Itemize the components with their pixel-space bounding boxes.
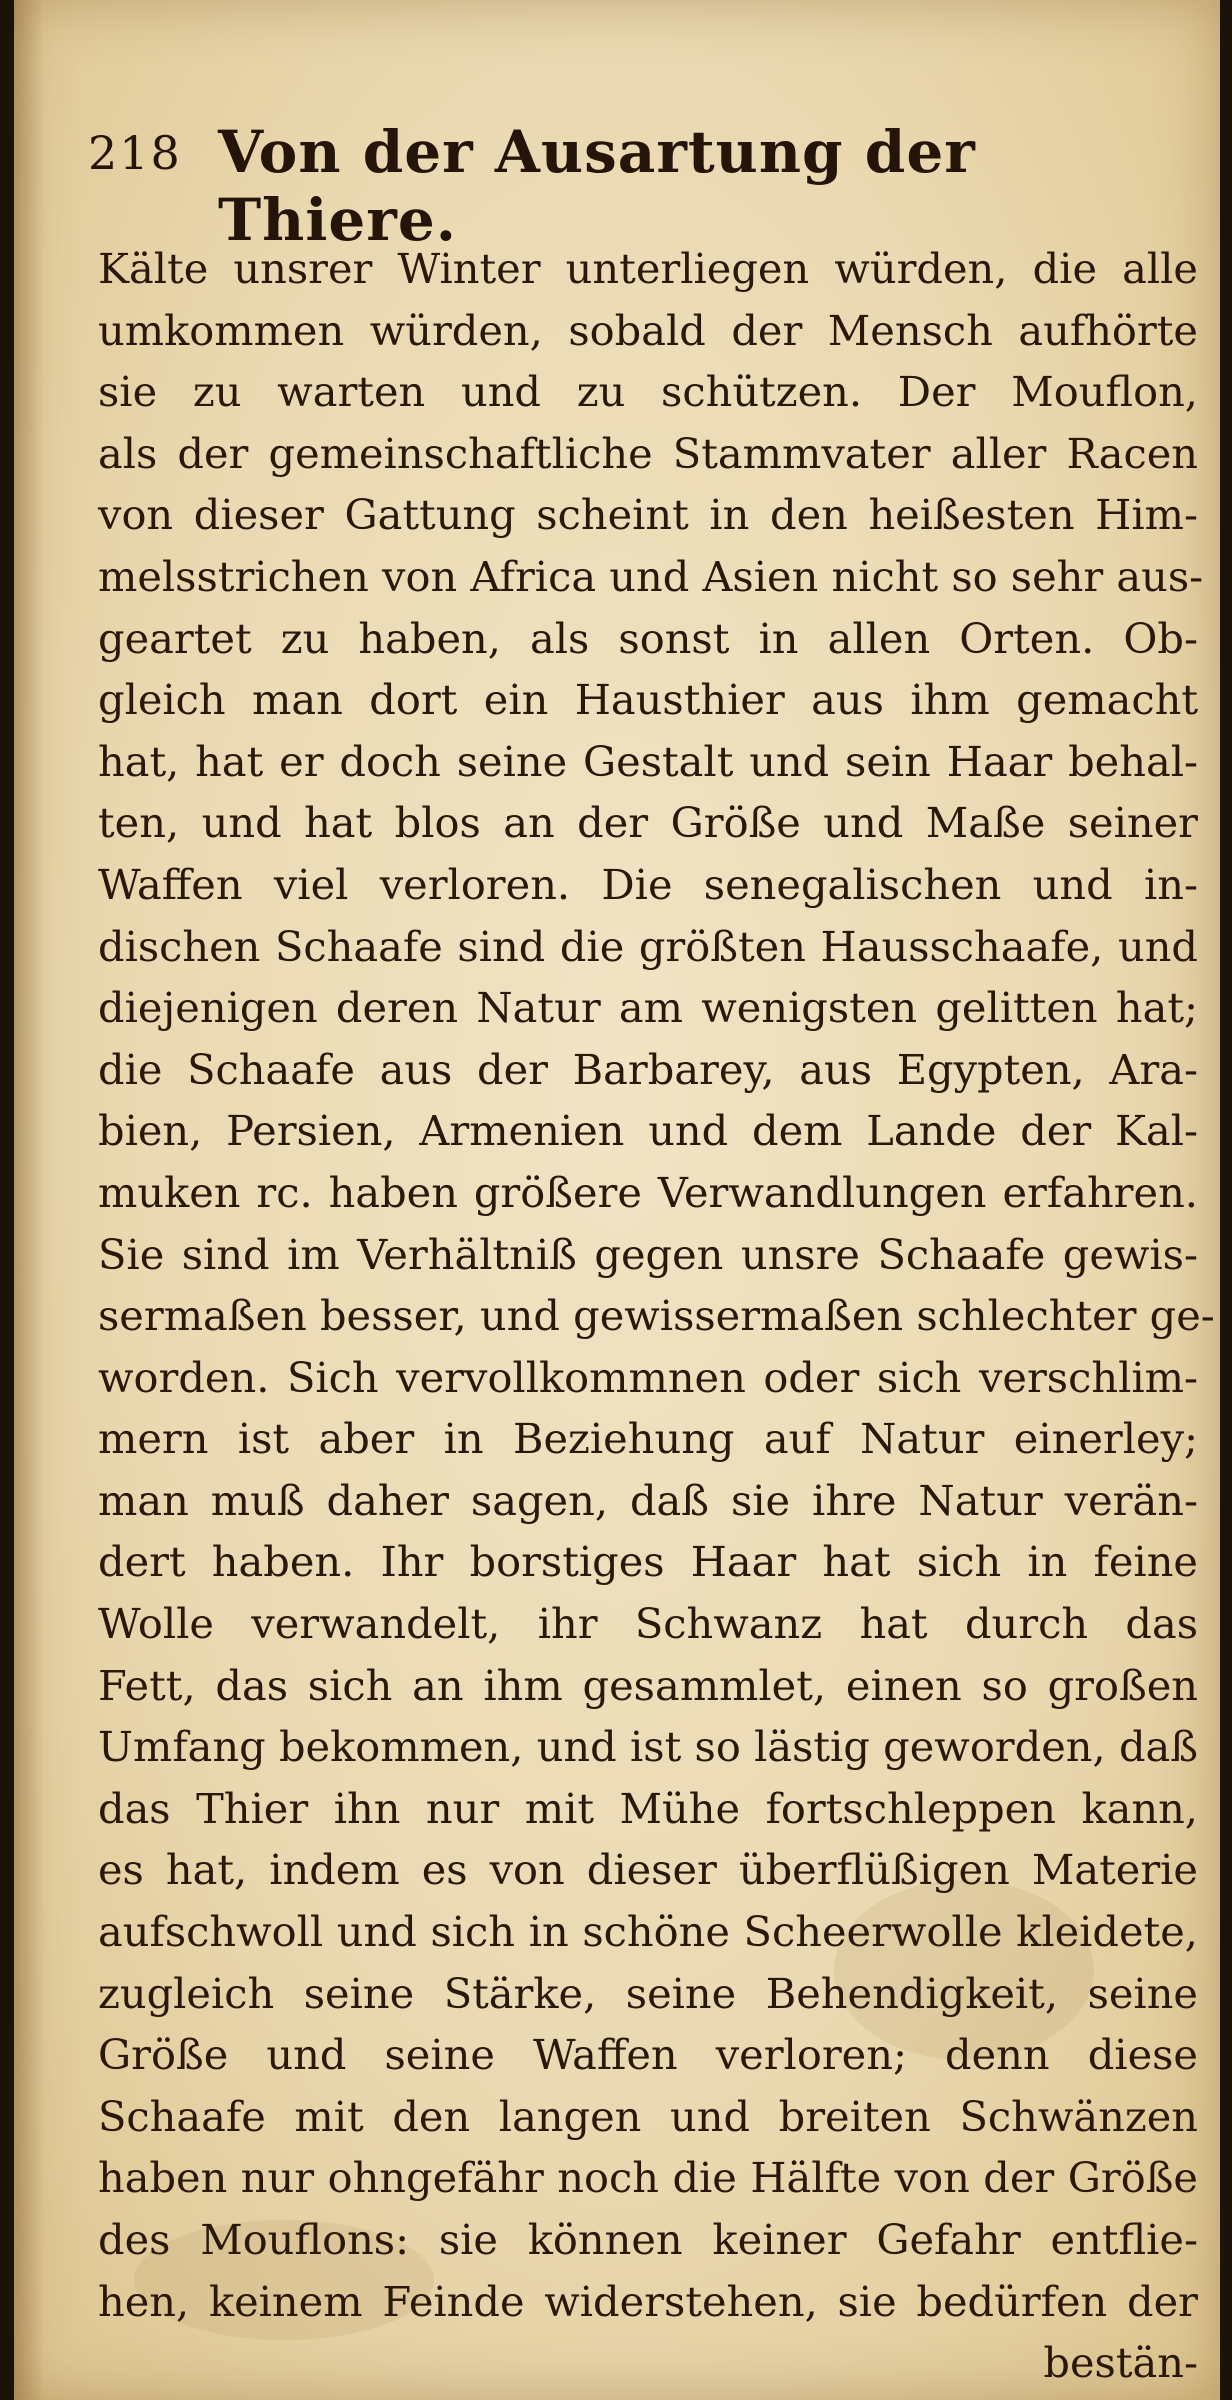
page-number: 218 xyxy=(88,126,182,180)
text-line: dert haben. Ihr borstiges Haar hat sich in feine xyxy=(98,1537,1198,1587)
text-line: Größe und seine Waffen verloren; denn diese xyxy=(98,2030,1198,2080)
running-head: Von der Ausartung der Thiere. xyxy=(218,118,976,254)
text-line: die Schaafe aus der Barbarey, aus Egypten, Ara- xyxy=(98,1044,1198,1094)
text-line: aufschwoll und sich in schöne Scheerwolle kleidete, xyxy=(98,1907,1198,1957)
text-line: Wolle verwandelt, ihr Schwanz hat durch das xyxy=(98,1599,1198,1649)
book-page xyxy=(14,0,1220,2400)
body-text xyxy=(98,238,1215,2394)
text-line: gleich man dort ein Hausthier aus ihm gemacht xyxy=(98,675,1198,725)
text-line: melsstrichen von Africa und Asien nicht so sehr aus- xyxy=(98,551,1204,601)
text-line: Schaafe mit den langen und breiten Schwänzen xyxy=(98,2091,1198,2141)
text-line: des Mouflons: sie können keiner Gefahr entflie- xyxy=(98,2215,1198,2264)
text-line: Waffen viel verloren. Die senegalischen und in- xyxy=(98,859,1198,909)
text-line: sermaßen besser, und gewissermaßen schlechter ge- xyxy=(98,1291,1215,1341)
text-line: zugleich seine Stärke, seine Behendigkeit, seine xyxy=(98,1968,1198,2018)
catchword: bestän- xyxy=(1043,2338,1198,2388)
text-line: das Thier ihn nur mit Mühe fortschleppen kann, xyxy=(98,1783,1198,1833)
text-line: als der gemeinschaftliche Stammvater aller Racen xyxy=(98,428,1198,478)
text-line: Umfang bekommen, und ist so lästig geworden, daß xyxy=(98,1722,1198,1772)
text-line: dischen Schaafe sind die größten Hausschaafe, und xyxy=(98,921,1198,971)
text-line: hen, keinem Feinde widerstehen, sie bedürfen der xyxy=(98,2276,1198,2326)
text-line: man muß daher sagen, daß sie ihre Natur verän- xyxy=(98,1475,1198,1525)
text-line: Kälte unsrer Winter unterliegen würden, die alle xyxy=(98,244,1198,293)
text-line: geartet zu haben, als sonst in allen Orten. Ob- xyxy=(98,613,1198,663)
page-header xyxy=(88,112,1098,254)
text-line: bien, Persien, Armenien und dem Lande der Kal- xyxy=(98,1106,1198,1156)
text-line: Sie sind im Verhältniß gegen unsre Schaafe gewis- xyxy=(98,1229,1198,1279)
text-line: es hat, indem es von dieser überflüßigen Materie xyxy=(98,1845,1198,1895)
text-line: worden. Sich vervollkommnen oder sich verschlim- xyxy=(98,1352,1198,1402)
text-line: von dieser Gattung scheint in den heißesten Him- xyxy=(98,490,1198,540)
text-line: umkommen würden, sobald der Mensch aufhörte xyxy=(98,305,1198,355)
text-line: mern ist aber in Beziehung auf Natur einerley; xyxy=(98,1414,1198,1464)
text-line: haben nur ohngefähr noch die Hälfte von der Größe xyxy=(98,2153,1198,2203)
text-line: muken rc. haben größere Verwandlungen erfahren. xyxy=(98,1167,1198,1217)
page-gutter-shadow xyxy=(14,0,44,2400)
text-line: hat, hat er doch seine Gestalt und sein Haar behal- xyxy=(98,736,1198,786)
text-line: sie zu warten und zu schützen. Der Mouflon, xyxy=(98,367,1198,417)
text-line: diejenigen deren Natur am wenigsten gelitten hat; xyxy=(98,983,1198,1033)
text-line: ten, und hat blos an der Größe und Maße seiner xyxy=(98,798,1198,848)
text-line: Fett, das sich an ihm gesammlet, einen so großen xyxy=(98,1660,1198,1710)
